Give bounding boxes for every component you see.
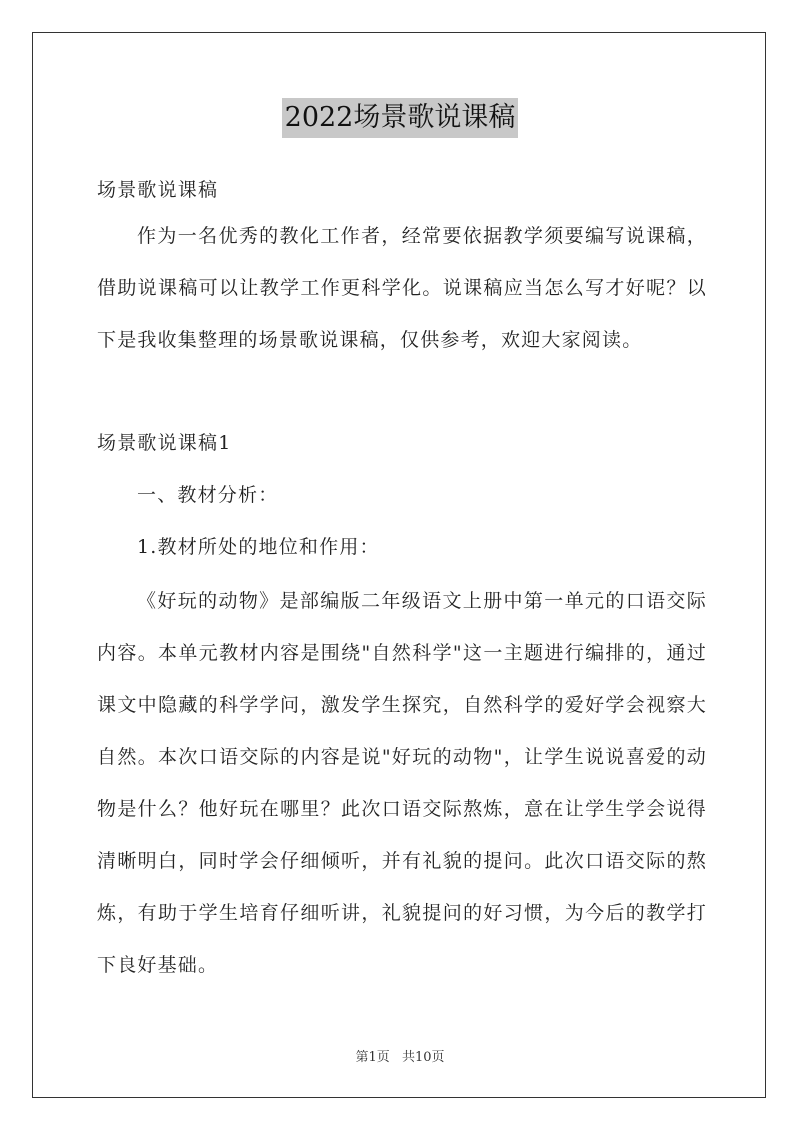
- subtitle: 场景歌说课稿: [97, 179, 219, 201]
- body-paragraph: 《好玩的动物》是部编版二年级语文上册中第一单元的口语交际内容。本单元教材内容是围绕"自然科学"这一主题进行编排的，通过课文中隐藏的科学学问，激发学生探究，自然科学的爱好学会视察大自然。本次口语交际的内容是说"好玩的动物"，让学生说说喜爱的动物是什么？他好玩在哪里？此次口语交际熬炼，意在让学生学会说得清晰明白，同时学会仔细倾听，并有礼貌的提问。此次口语交际的熬炼，有助于学生培育仔细听讲，礼貌提问的好习惯，为今后的教学打下良好基础。: [97, 590, 707, 976]
- page-number: 第1页: [355, 1050, 390, 1065]
- part-heading: 一、教材分析：: [137, 484, 279, 506]
- page-total: 共10页: [401, 1050, 445, 1065]
- page-footer: [0, 1046, 800, 1065]
- section-title: 场景歌说课稿1: [97, 432, 232, 454]
- document-title: 2022场景歌说课稿: [282, 98, 519, 138]
- document-body: [97, 170, 707, 991]
- title-container: [0, 98, 800, 138]
- sub-heading: 1.教材所处的地位和作用：: [137, 536, 380, 558]
- intro-paragraph: 作为一名优秀的教化工作者，经常要依据教学须要编写说课稿，借助说课稿可以让教学工作更科学化。说课稿应当怎么写才好呢？以下是我收集整理的场景歌说课稿，仅供参考，欢迎大家阅读。: [97, 225, 707, 351]
